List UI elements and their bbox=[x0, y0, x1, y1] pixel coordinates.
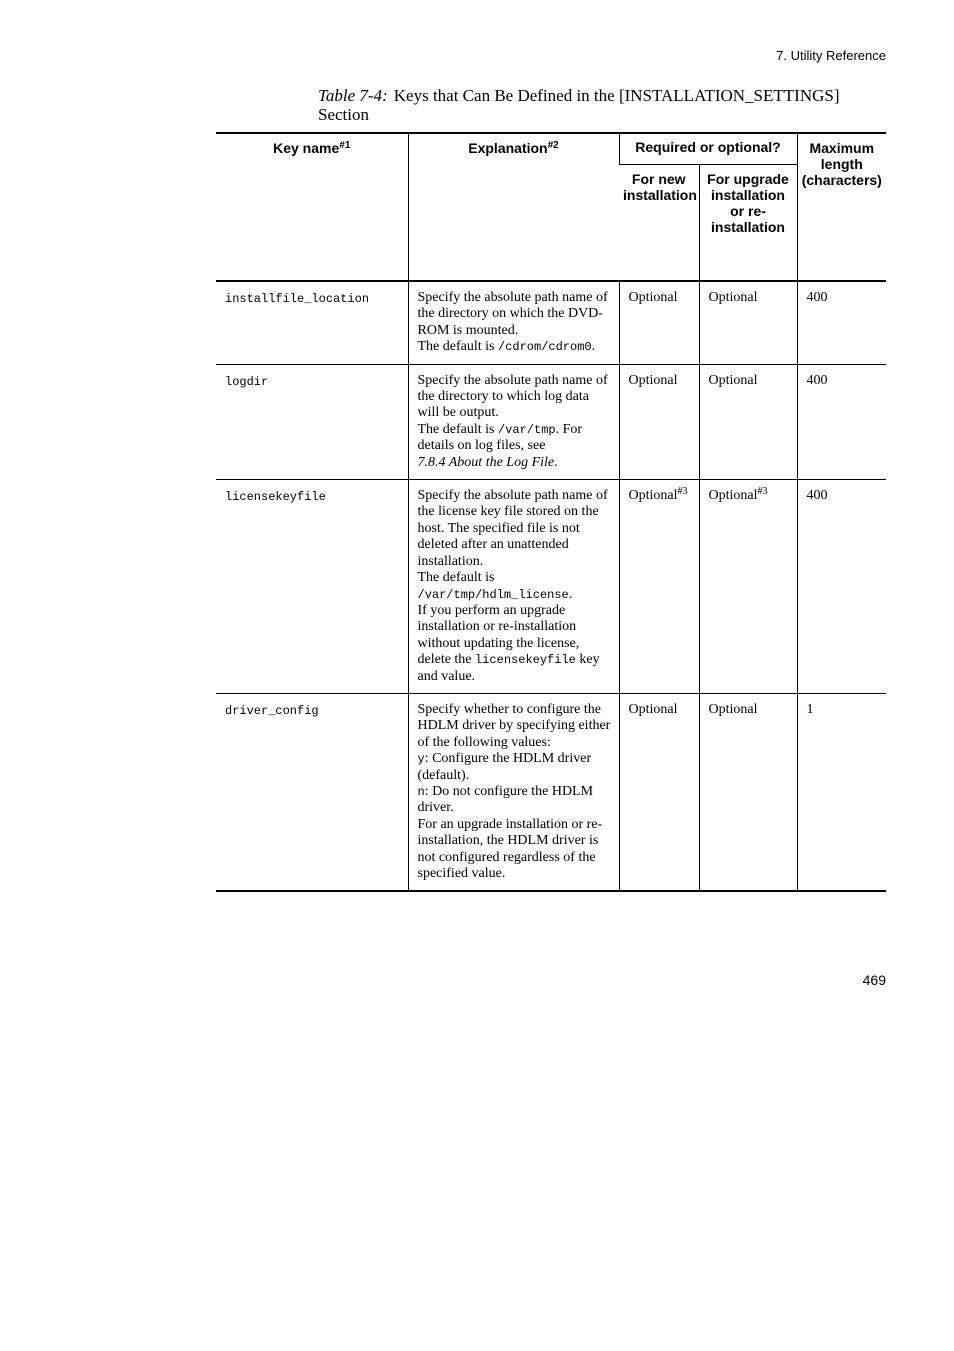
header-explanation: Explanation$^{\#2}$ bbox=[408, 133, 619, 281]
header-new-install: For new installation bbox=[619, 165, 699, 282]
page-number: 469 bbox=[862, 972, 886, 988]
explanation-cell: Specify the absolute path name of the directory on which the DVD-ROM is mounted. The default is /cdrom/cdrom0. bbox=[408, 281, 619, 364]
header-upgrade: For upgrade installation or re-installation bbox=[699, 165, 797, 282]
table-label: Table 7-4: bbox=[318, 86, 388, 105]
upgrade-cell: Optional$^{\#3}$ bbox=[699, 480, 797, 694]
header-max-length: Maximum length (characters) bbox=[797, 133, 886, 281]
explanation-cell: Specify the absolute path name of the directory to which log data will be output. The default is /var/tmp. For details on log files, see 7.8.4 About the Log File. bbox=[408, 364, 619, 479]
cross-reference: 7.8.4 About the Log File bbox=[417, 454, 555, 470]
table-caption bbox=[318, 86, 888, 124]
upgrade-cell: Optional bbox=[699, 281, 797, 364]
new-install-cell: Optional$^{\#3}$ bbox=[619, 480, 699, 694]
new-install-cell: Optional bbox=[619, 281, 699, 364]
explanation-cell: Specify whether to configure the HDLM driver by specifying either of the following values: y: Configure the HDLM driver (default). n: Do not configure the HDLM driver. For an upgrade installation or re-installation, the HDLM driver is not configured regardless of the specified value. bbox=[408, 693, 619, 891]
key-cell: licensekeyfile bbox=[225, 490, 326, 505]
max-length-cell: 400 bbox=[797, 480, 886, 694]
header-key-name: Key name$^{\#1}$ bbox=[216, 133, 408, 281]
new-install-cell: Optional bbox=[619, 364, 699, 479]
max-length-cell: 400 bbox=[797, 281, 886, 364]
max-length-cell: 1 bbox=[797, 693, 886, 891]
table-row bbox=[216, 480, 886, 694]
max-length-cell: 400 bbox=[797, 364, 886, 479]
table-row bbox=[216, 364, 886, 479]
explanation-cell: Specify the absolute path name of the license key file stored on the host. The specified file is not deleted after an unattended installation. The default is /var/tmp/hdlm_license. If you perform an upgrade installation or re-installation without updating the license, delete the licensekeyfile key and value. bbox=[408, 480, 619, 694]
table-title: Keys that Can Be Defined in the [INSTALLATION_SETTINGS] Section bbox=[318, 86, 840, 124]
header-required-optional: Required or optional? bbox=[619, 133, 797, 165]
upgrade-cell: Optional bbox=[699, 693, 797, 891]
table-row bbox=[216, 281, 886, 364]
key-cell: installfile_location bbox=[225, 292, 370, 306]
new-install-cell: Optional bbox=[619, 693, 699, 891]
upgrade-cell: Optional bbox=[699, 364, 797, 479]
key-cell: driver_config bbox=[225, 703, 319, 718]
table-row bbox=[216, 693, 886, 891]
running-head: 7. Utility Reference bbox=[776, 48, 886, 63]
key-cell: logdir bbox=[225, 374, 269, 389]
installation-settings-table bbox=[216, 132, 886, 892]
